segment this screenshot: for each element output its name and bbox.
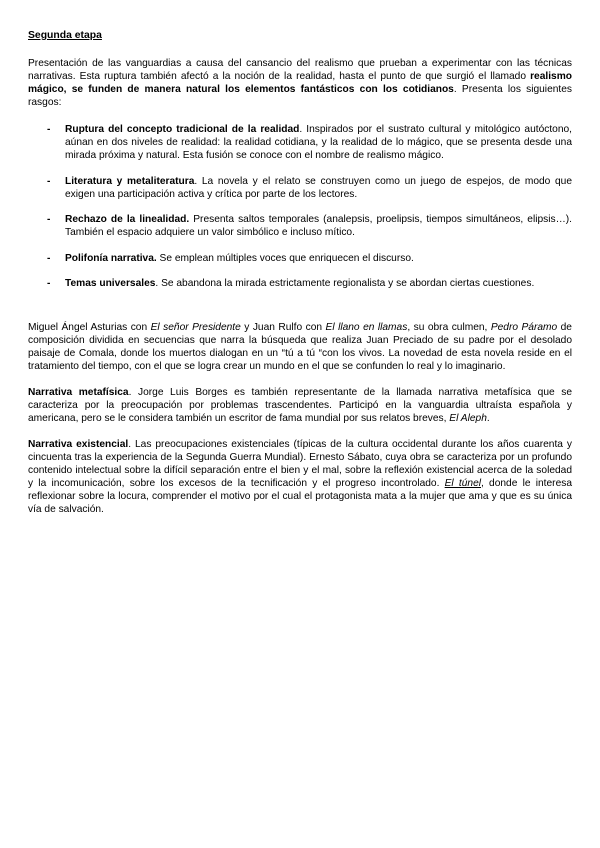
asturias-text-2: y Juan Rulfo con (240, 322, 326, 333)
borges-paragraph (28, 386, 572, 425)
bullet-dash: - (47, 252, 51, 264)
list-item-heading: Temas universales (65, 278, 156, 289)
intro-text-1: Presentación de las vanguardias a causa del cansancio del realismo que prueban a experimentar con las técnicas narrativas. Esta ruptura también afectó a la noción de la realidad, hasta el punto de que surgió el llamado (28, 58, 572, 82)
list-item (28, 123, 572, 162)
intro-paragraph (28, 57, 572, 109)
work-title-pedro-paramo: Pedro Páramo (490, 322, 558, 333)
list-item-heading: Literatura y metaliteratura (65, 175, 195, 187)
borges-text-2: . (486, 413, 490, 424)
bullet-dash: - (47, 278, 51, 289)
work-title-el-llano-en-llamas: El llano en llamas (325, 322, 408, 333)
document-page (28, 29, 572, 529)
intro-bold-realismo-magico: realismo mágico, se funden de manera natural los elementos fantásticos con los cotidianos (28, 71, 572, 95)
existencial-text-1: . Las preocupaciones existenciales (típicas de la cultura occidental durante los años cuarenta y cincuenta tras la experiencia de la Segunda Guerra Mundial). Ernesto Sábato, cuya obra se caracteriza por un profundo contenido intelectual sobre la difícil separación entre el bien y el mal, sobre la reflexión existencial acerca de la soledad y la incomunicación, sobre los excesos de la tecnificación y el progreso incontrolado. (28, 439, 573, 489)
heading-narrativa-metafisica: Narrativa metafísica (28, 387, 129, 398)
work-title-el-senor-presidente: El señor Presidente (150, 322, 241, 333)
asturias-text-3: , su obra culmen, (407, 322, 491, 333)
work-title-el-aleph: El Aleph (449, 413, 487, 424)
list-item-heading: Polifonía narrativa. (65, 252, 157, 264)
bullet-dash: - (47, 124, 51, 135)
list-item-text: . La novela y el relato se construyen como un juego de espejos, de modo que exigen una participación activa y crítica por parte de los lectores. (65, 175, 572, 200)
existencial-text-2: , donde le interesa reflexionar sobre la locura, comprender el motivo por el cual el protagonista mata a la mujer que ama y que es su única vía de salvación. (28, 478, 572, 515)
list-item (28, 252, 572, 265)
list-item-text: Presenta saltos temporales (analepsis, proelipsis, tiempos simultáneos, elipsis…). También el espacio adquiere un valor simbólico e incluso mítico. (65, 214, 573, 238)
authors-section (28, 321, 572, 516)
list-item (28, 213, 572, 239)
sabato-paragraph (28, 438, 572, 516)
list-item-text: . Se abandona la mirada estrictamente regionalista y se abordan ciertas cuestiones. (155, 278, 535, 289)
list-item (28, 277, 572, 290)
list-item-heading: Ruptura del concepto tradicional de la realidad (65, 124, 300, 135)
asturias-rulfo-paragraph (28, 321, 572, 373)
list-item-text: Se emplean múltiples voces que enriquecen el discurso. (156, 252, 414, 264)
asturias-text-1: Miguel Ángel Asturias con (28, 322, 151, 333)
work-title-el-tunel: El túnel (444, 478, 482, 489)
intro-text-2: . Presenta los siguientes rasgos: (28, 84, 572, 108)
borges-text-1: . Jorge Luis Borges es también representante de la llamada narrativa metafísica que se caracteriza por la preocupación por problemas trascendentes. Participó en la vanguardia ultraísta española y americana, pero se le considera también un escritor de fama mundial por sus relatos breves, (28, 387, 573, 424)
bullet-dash: - (47, 214, 51, 225)
list-item (28, 175, 572, 201)
asturias-text-4: de composición dividida en secuencias que narra la búsqueda que realiza Juan Preciado de su padre por el desolado paisaje de Comala, donde los muertos dialogan en un “tú a tú “con los vivos. La novedad de esta novela reside en el tratamiento del tiempo, con el que se logra crear un mundo en el que se confunden lo real y lo imaginario. (28, 322, 572, 372)
list-item-heading: Rechazo de la linealidad. (65, 214, 190, 225)
bullet-dash: - (47, 175, 51, 187)
list-item-text: . Inspirados por el sustrato cultural y mitológico autóctono, aúnan en dos niveles de realidad: la realidad cotidiana, y la realidad de lo mágico, que se presenta desde una mirada próxima y natural. Esta fusión se conoce con el nombre de realismo mágico. (65, 124, 572, 161)
heading-narrativa-existencial: Narrativa existencial (28, 439, 129, 450)
section-title: Segunda etapa (28, 30, 102, 41)
rasgos-list (28, 123, 572, 290)
